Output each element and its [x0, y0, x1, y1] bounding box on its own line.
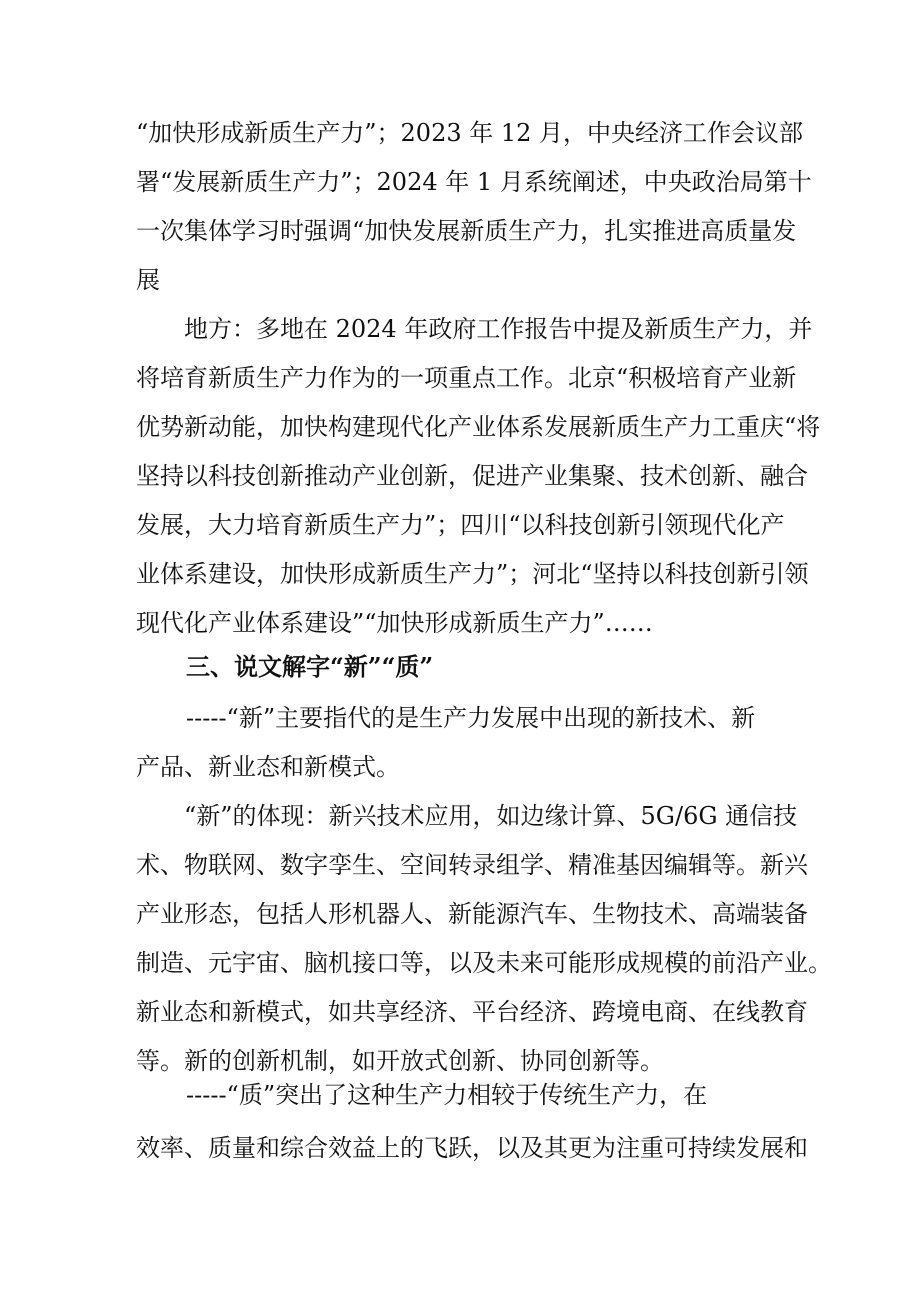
text-line: 术、物联网、数字孪生、空间转录组学、精准基因编辑等。新兴 [136, 851, 808, 879]
text-line: 产业形态，包括人形机器人、新能源汽车、生物技术、高端装备 [136, 900, 808, 928]
text-line: 业体系建设，加快形成新质生产力”；河北“坚持以科技创新引领 [136, 560, 809, 588]
section-heading: 三、说文解字“新”“质” [186, 652, 434, 681]
text-line: “加快形成新质生产力”；2023 年 12 月，中央经济工作会议部 [136, 119, 804, 147]
text-line: “新”的体现：新兴技术应用，如边缘计算、5G/6G 通信技 [184, 802, 798, 830]
text-line: 一次集体学习时强调“加快发展新质生产力，扎实推进高质量发 [136, 217, 797, 245]
text-line: 展 [136, 266, 160, 294]
text-line: 效率、质量和综合效益上的飞跃，以及其更为注重可持续发展和 [136, 1134, 808, 1162]
text-line: 新业态和新模式，如共享经济、平台经济、跨境电商、在线教育 [136, 998, 808, 1026]
text-line: 署“发展新质生产力”；2024 年 1 月系统阐述，中央政治局第十 [136, 168, 812, 196]
text-line: 优势新动能，加快构建现代化产业体系发展新质生产力工重庆“将 [136, 413, 821, 441]
text-line: 将培育新质生产力作为的一项重点工作。北京“积极培育产业新 [136, 364, 797, 392]
text-line: -----“质”突出了这种生产力相较于传统生产力，在 [186, 1081, 708, 1109]
text-line: 坚持以科技创新推动产业创新，促进产业集聚、技术创新、融合 [136, 462, 808, 490]
text-line: 地方：多地在 2024 年政府工作报告中提及新质生产力，并 [184, 315, 813, 343]
text-line: 现代化产业体系建设”“加快形成新质生产力”…… [136, 609, 653, 637]
text-line: 发展，大力培育新质生产力”；四川“以科技创新引领现代化产 [136, 511, 785, 539]
text-line: 制造、元宇宙、脑机接口等，以及未来可能形成规模的前沿产业。 [136, 949, 832, 977]
text-line: 产品、新业态和新模式。 [136, 753, 400, 781]
text-line: -----“新”主要指代的是生产力发展中出现的新技术、新 [186, 704, 756, 732]
text-line: 等。新的创新机制，如开放式创新、协同创新等。 [136, 1047, 664, 1075]
